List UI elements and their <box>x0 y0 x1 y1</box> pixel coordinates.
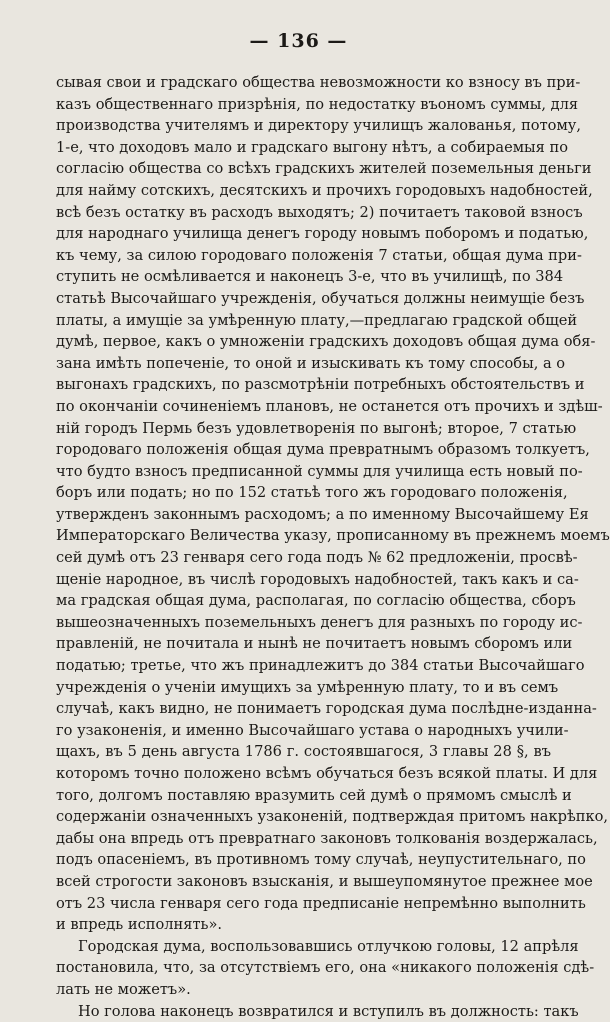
text-line: сывая свои и градскаго общества невозможности ко взносу въ при- <box>56 74 581 91</box>
text-line: ступить не осмѣливается и наконецъ 3-е, что въ училищѣ, по 384 <box>56 268 564 286</box>
text-line: правленій, не почитала и нынѣ не почитаетъ новымъ сборомъ или <box>56 635 573 653</box>
paragraph <box>56 1001 579 1022</box>
text-line: случаѣ, какъ видно, не понимаетъ городская дума послѣдне-изданна- <box>56 700 597 718</box>
text-line: платы, а имущіе за умѣренную плату,—предлагаю градской общей <box>56 311 578 329</box>
text-line: ма градская общая дума, располагая, по согласію общества, сборъ <box>56 592 576 610</box>
text-line: подъ опасеніемъ, въ противномъ тому случаѣ, неупустительнаго, по <box>56 851 586 869</box>
text-line: го узаконенія, и именно Высочайшаго устава о народныхъ учили- <box>56 721 569 739</box>
text-line: 1-е, что доходовъ мало и градскаго выгону нѣтъ, а собираемыя по <box>56 138 569 156</box>
text-line: вышеозначенныхъ поземельныхъ денегъ для разныхъ по городу ис- <box>56 613 583 631</box>
text-line: податью; третье, что жъ принадлежитъ до 384 статьи Высочайшаго <box>56 657 585 675</box>
page-body <box>56 72 610 1022</box>
text-line: утвержденъ законнымъ расходомъ; а по именному Высочайшему Ея <box>56 505 589 523</box>
text-line: всей строгости законовъ взысканія, и вышеупомянутое прежнее мое <box>56 872 593 890</box>
page-number: — 136 — <box>249 30 348 52</box>
paragraph <box>56 72 610 936</box>
text-line: производства учителямъ и директору училищъ жалованья, потому, <box>56 117 582 135</box>
text-line: боръ или подать; но по 152 статьѣ того жъ городоваго положенія, <box>56 484 568 502</box>
text-line: щеніе народное, въ числѣ городовыхъ надобностей, такъ какъ и са- <box>56 570 579 588</box>
text-line: постановила, что, за отсутствіемъ его, она «никакого положенія сдѣ- <box>56 959 595 977</box>
text-line: къ чему, за силою городоваго положенія 7 статьи, общая дума при- <box>56 246 582 264</box>
text-line: того, долгомъ поставляю вразумить сей думѣ о прямомъ смыслѣ и <box>56 786 572 804</box>
text-line: учрежденія о ученіи имущихъ за умѣренную плату, то и въ семъ <box>56 678 559 696</box>
text-line: что будто взносъ предписанной суммы для училища есть новый по- <box>56 462 583 480</box>
text-line: выгонахъ градскихъ, по разсмотрѣніи потребныхъ обстоятельствъ и <box>56 376 585 394</box>
text-line: дабы она впредь отъ превратнаго законовъ толкованія воздержалась, <box>56 829 598 847</box>
paragraph <box>56 936 595 1001</box>
text-line: сей думѣ отъ 23 генваря сего года подъ № 62 предложеніи, просвѣ- <box>56 549 578 567</box>
text-line: казъ общественнаго призрѣнія, по недостатку въономъ суммы, для <box>56 95 579 113</box>
text-line: статьѣ Высочайшаго учрежденія, обучаться должны неимущіе безъ <box>56 289 585 307</box>
text-line: Императорскаго Величества указу, прописанному въ прежнемъ моемъ <box>56 527 610 545</box>
text-line: Городская дума, воспользовавшись отлучкою головы, 12 апрѣля <box>78 937 579 955</box>
text-line: по окончаніи сочиненіемъ плановъ, не останется отъ прочихъ и здѣш- <box>56 397 603 415</box>
text-line: содержаніи означенныхъ узаконеній, подтверждая притомъ накрѣпко, <box>56 808 609 826</box>
text-line: ній городъ Пермь безъ удовлетворенія по выгонѣ; второе, 7 статью <box>56 419 577 437</box>
text-line: и впредь исполнять». <box>56 916 223 934</box>
text-line: согласію общества со всѣхъ градскихъ жителей поземельныя деньги <box>56 160 592 178</box>
text-line: щахъ, въ 5 день августа 1786 г. состоявшагося, 3 главы 28 §, въ <box>56 743 551 761</box>
text-line: думѣ, первое, какъ о умноженіи градскихъ доходовъ общая дума обя- <box>56 333 596 351</box>
text-line: городоваго положенія общая дума превратнымъ образомъ толкуетъ, <box>56 441 590 459</box>
text-line: зана имѣть попеченіе, то оной и изыскивать къ тому способы, а о <box>56 354 566 372</box>
text-line: отъ 23 числа генваря сего года предписаніе непремѣнно выполнить <box>56 894 586 912</box>
text-line: для найму сотскихъ, десятскихъ и прочихъ городовыхъ надобностей, <box>56 181 593 199</box>
text-line: лать не можетъ». <box>56 980 191 998</box>
text-line: которомъ точно положено всѣмъ обучаться безъ всякой платы. И для <box>56 765 598 782</box>
text-line: всѣ безъ остатку въ расходъ выходятъ; 2) почитаетъ таковой взносъ <box>56 203 583 221</box>
text-line: для народнаго училища денегъ городу новымъ поборомъ и податью, <box>56 225 589 243</box>
text-line: Но голова наконецъ возвратился и вступилъ въ должность: такъ <box>78 1002 579 1020</box>
